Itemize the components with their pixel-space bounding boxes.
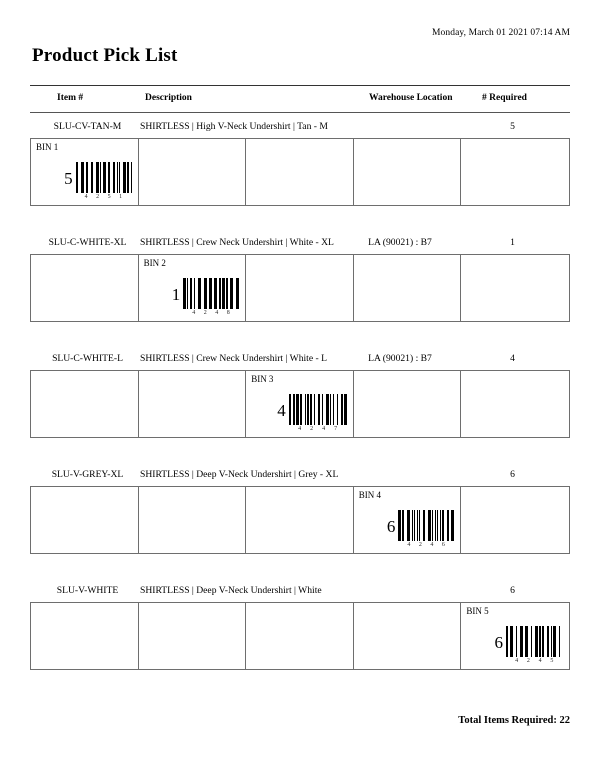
barcode-digits bbox=[183, 310, 239, 316]
bin-cell bbox=[461, 487, 569, 553]
bin-cell bbox=[139, 371, 247, 437]
row-required-quantity: 5 bbox=[510, 121, 515, 132]
barcode-bars bbox=[506, 626, 563, 657]
barcode-digit: 8 bbox=[226, 310, 231, 316]
barcode-digits bbox=[506, 658, 563, 664]
barcode-digit: 5 bbox=[550, 658, 554, 664]
row-required-quantity: 1 bbox=[510, 237, 515, 248]
bin-cell bbox=[246, 487, 354, 553]
bin-cell bbox=[139, 255, 247, 321]
bin-grid bbox=[30, 138, 570, 206]
barcode-digit: 2 bbox=[310, 426, 314, 432]
bin-label: BIN 5 bbox=[466, 606, 489, 616]
barcode-digit: 2 bbox=[418, 542, 423, 548]
barcode-digits bbox=[398, 542, 454, 548]
bin-cell bbox=[354, 139, 462, 205]
row-description: SHIRTLESS | Deep V-Neck Undershirt | White bbox=[140, 585, 322, 596]
barcode-digit: 5 bbox=[107, 194, 112, 200]
bin-cell bbox=[31, 255, 139, 321]
barcode-digit: 4 bbox=[298, 426, 302, 432]
bin-quantity: 6 bbox=[386, 516, 396, 536]
bin-cell bbox=[139, 603, 247, 669]
bin-content bbox=[31, 158, 136, 204]
row-item-number: SLU-V-GREY-XL bbox=[51, 469, 124, 480]
barcode-bars bbox=[398, 510, 454, 541]
row-warehouse-location: LA (90021) : B7 bbox=[368, 237, 432, 248]
pick-list-row bbox=[30, 582, 570, 670]
bin-grid bbox=[30, 254, 570, 322]
barcode-digit: 4 bbox=[515, 658, 519, 664]
row-required-quantity: 6 bbox=[510, 585, 515, 596]
bin-cell bbox=[354, 603, 462, 669]
bin-cell bbox=[31, 139, 139, 205]
barcode-digit: 4 bbox=[430, 542, 434, 548]
bin-cell bbox=[246, 603, 354, 669]
barcode bbox=[183, 278, 239, 316]
bin-label: BIN 4 bbox=[358, 490, 382, 500]
bin-quantity: 4 bbox=[277, 400, 286, 420]
column-header-item: Item # bbox=[57, 93, 84, 103]
page-title: Product Pick List bbox=[32, 45, 178, 66]
barcode bbox=[398, 510, 454, 548]
column-header-row bbox=[30, 85, 570, 113]
column-header-description: Description bbox=[145, 93, 192, 103]
row-summary bbox=[30, 582, 570, 602]
row-required-quantity: 6 bbox=[510, 469, 515, 480]
row-summary bbox=[30, 350, 570, 370]
row-summary bbox=[30, 466, 570, 486]
barcode-bars bbox=[289, 394, 347, 425]
barcode-digit: 4 bbox=[192, 310, 196, 316]
bin-quantity: 1 bbox=[171, 284, 181, 304]
row-item-number: SLU-C-WHITE-L bbox=[52, 353, 123, 364]
row-description: SHIRTLESS | High V-Neck Undershirt | Tan - M bbox=[140, 121, 328, 132]
barcode bbox=[76, 162, 132, 200]
row-summary bbox=[30, 234, 570, 254]
row-item-number: SLU-CV-TAN-M bbox=[53, 121, 122, 132]
bin-cell bbox=[246, 371, 354, 437]
row-item-number: SLU-V-WHITE bbox=[56, 585, 119, 596]
bin-label: BIN 2 bbox=[143, 258, 166, 268]
bin-cell bbox=[31, 371, 139, 437]
barcode bbox=[289, 394, 347, 432]
document-date: Monday, March 01 2021 07:14 AM bbox=[431, 28, 570, 38]
bin-cell bbox=[461, 255, 569, 321]
pick-list-row bbox=[30, 350, 570, 438]
barcode-digit: 4 bbox=[215, 310, 219, 316]
row-item-number: SLU-C-WHITE-XL bbox=[48, 237, 127, 248]
pick-list-row bbox=[30, 234, 570, 322]
row-warehouse-location: LA (90021) : B7 bbox=[368, 353, 432, 364]
bin-cell bbox=[354, 487, 462, 553]
barcode-digit: 4 bbox=[322, 426, 326, 432]
barcode-digit: 2 bbox=[96, 194, 100, 200]
bin-content bbox=[461, 622, 567, 668]
bin-cell bbox=[139, 487, 247, 553]
barcode-digit: 4 bbox=[538, 658, 543, 664]
barcode-bars bbox=[76, 162, 132, 193]
barcode-digit: 6 bbox=[441, 542, 446, 548]
barcode-digit: 1 bbox=[119, 194, 123, 200]
bin-cell bbox=[31, 603, 139, 669]
bin-cell bbox=[461, 603, 569, 669]
row-description: SHIRTLESS | Deep V-Neck Undershirt | Grey - XL bbox=[140, 469, 339, 480]
bin-grid bbox=[30, 602, 570, 670]
barcode-digit: 7 bbox=[334, 426, 338, 432]
bin-label: BIN 3 bbox=[251, 374, 274, 384]
column-header-warehouse-location: Warehouse Location bbox=[369, 93, 453, 103]
bin-cell bbox=[246, 255, 354, 321]
barcode-digit: 4 bbox=[84, 194, 89, 200]
bin-cell bbox=[139, 139, 247, 205]
total-items-required: Total Items Required: 22 bbox=[458, 715, 570, 726]
column-header-required: # Required bbox=[482, 93, 527, 103]
bin-label: BIN 1 bbox=[36, 142, 59, 152]
bin-cell bbox=[246, 139, 354, 205]
barcode-digits bbox=[289, 426, 347, 432]
bin-grid bbox=[30, 486, 570, 554]
pick-list-row bbox=[30, 466, 570, 554]
row-required-quantity: 4 bbox=[510, 353, 515, 364]
row-summary bbox=[30, 118, 570, 138]
bin-content bbox=[246, 390, 351, 436]
bin-cell bbox=[354, 255, 462, 321]
bin-cell bbox=[354, 371, 462, 437]
bin-cell bbox=[461, 371, 569, 437]
bin-quantity: 6 bbox=[494, 632, 503, 652]
barcode bbox=[506, 626, 563, 664]
bin-content bbox=[139, 274, 244, 320]
bin-cell bbox=[461, 139, 569, 205]
bin-content bbox=[354, 506, 459, 552]
barcode-digit: 2 bbox=[203, 310, 208, 316]
row-description: SHIRTLESS | Crew Neck Undershirt | White - XL bbox=[140, 237, 334, 248]
bin-cell bbox=[31, 487, 139, 553]
barcode-digit: 2 bbox=[526, 658, 531, 664]
pick-list-row bbox=[30, 118, 570, 206]
barcode-digit: 4 bbox=[407, 542, 411, 548]
bin-grid bbox=[30, 370, 570, 438]
bin-quantity: 5 bbox=[64, 168, 73, 188]
barcode-bars bbox=[183, 278, 239, 309]
barcode-digits bbox=[76, 194, 132, 200]
row-description: SHIRTLESS | Crew Neck Undershirt | White - L bbox=[140, 353, 327, 364]
